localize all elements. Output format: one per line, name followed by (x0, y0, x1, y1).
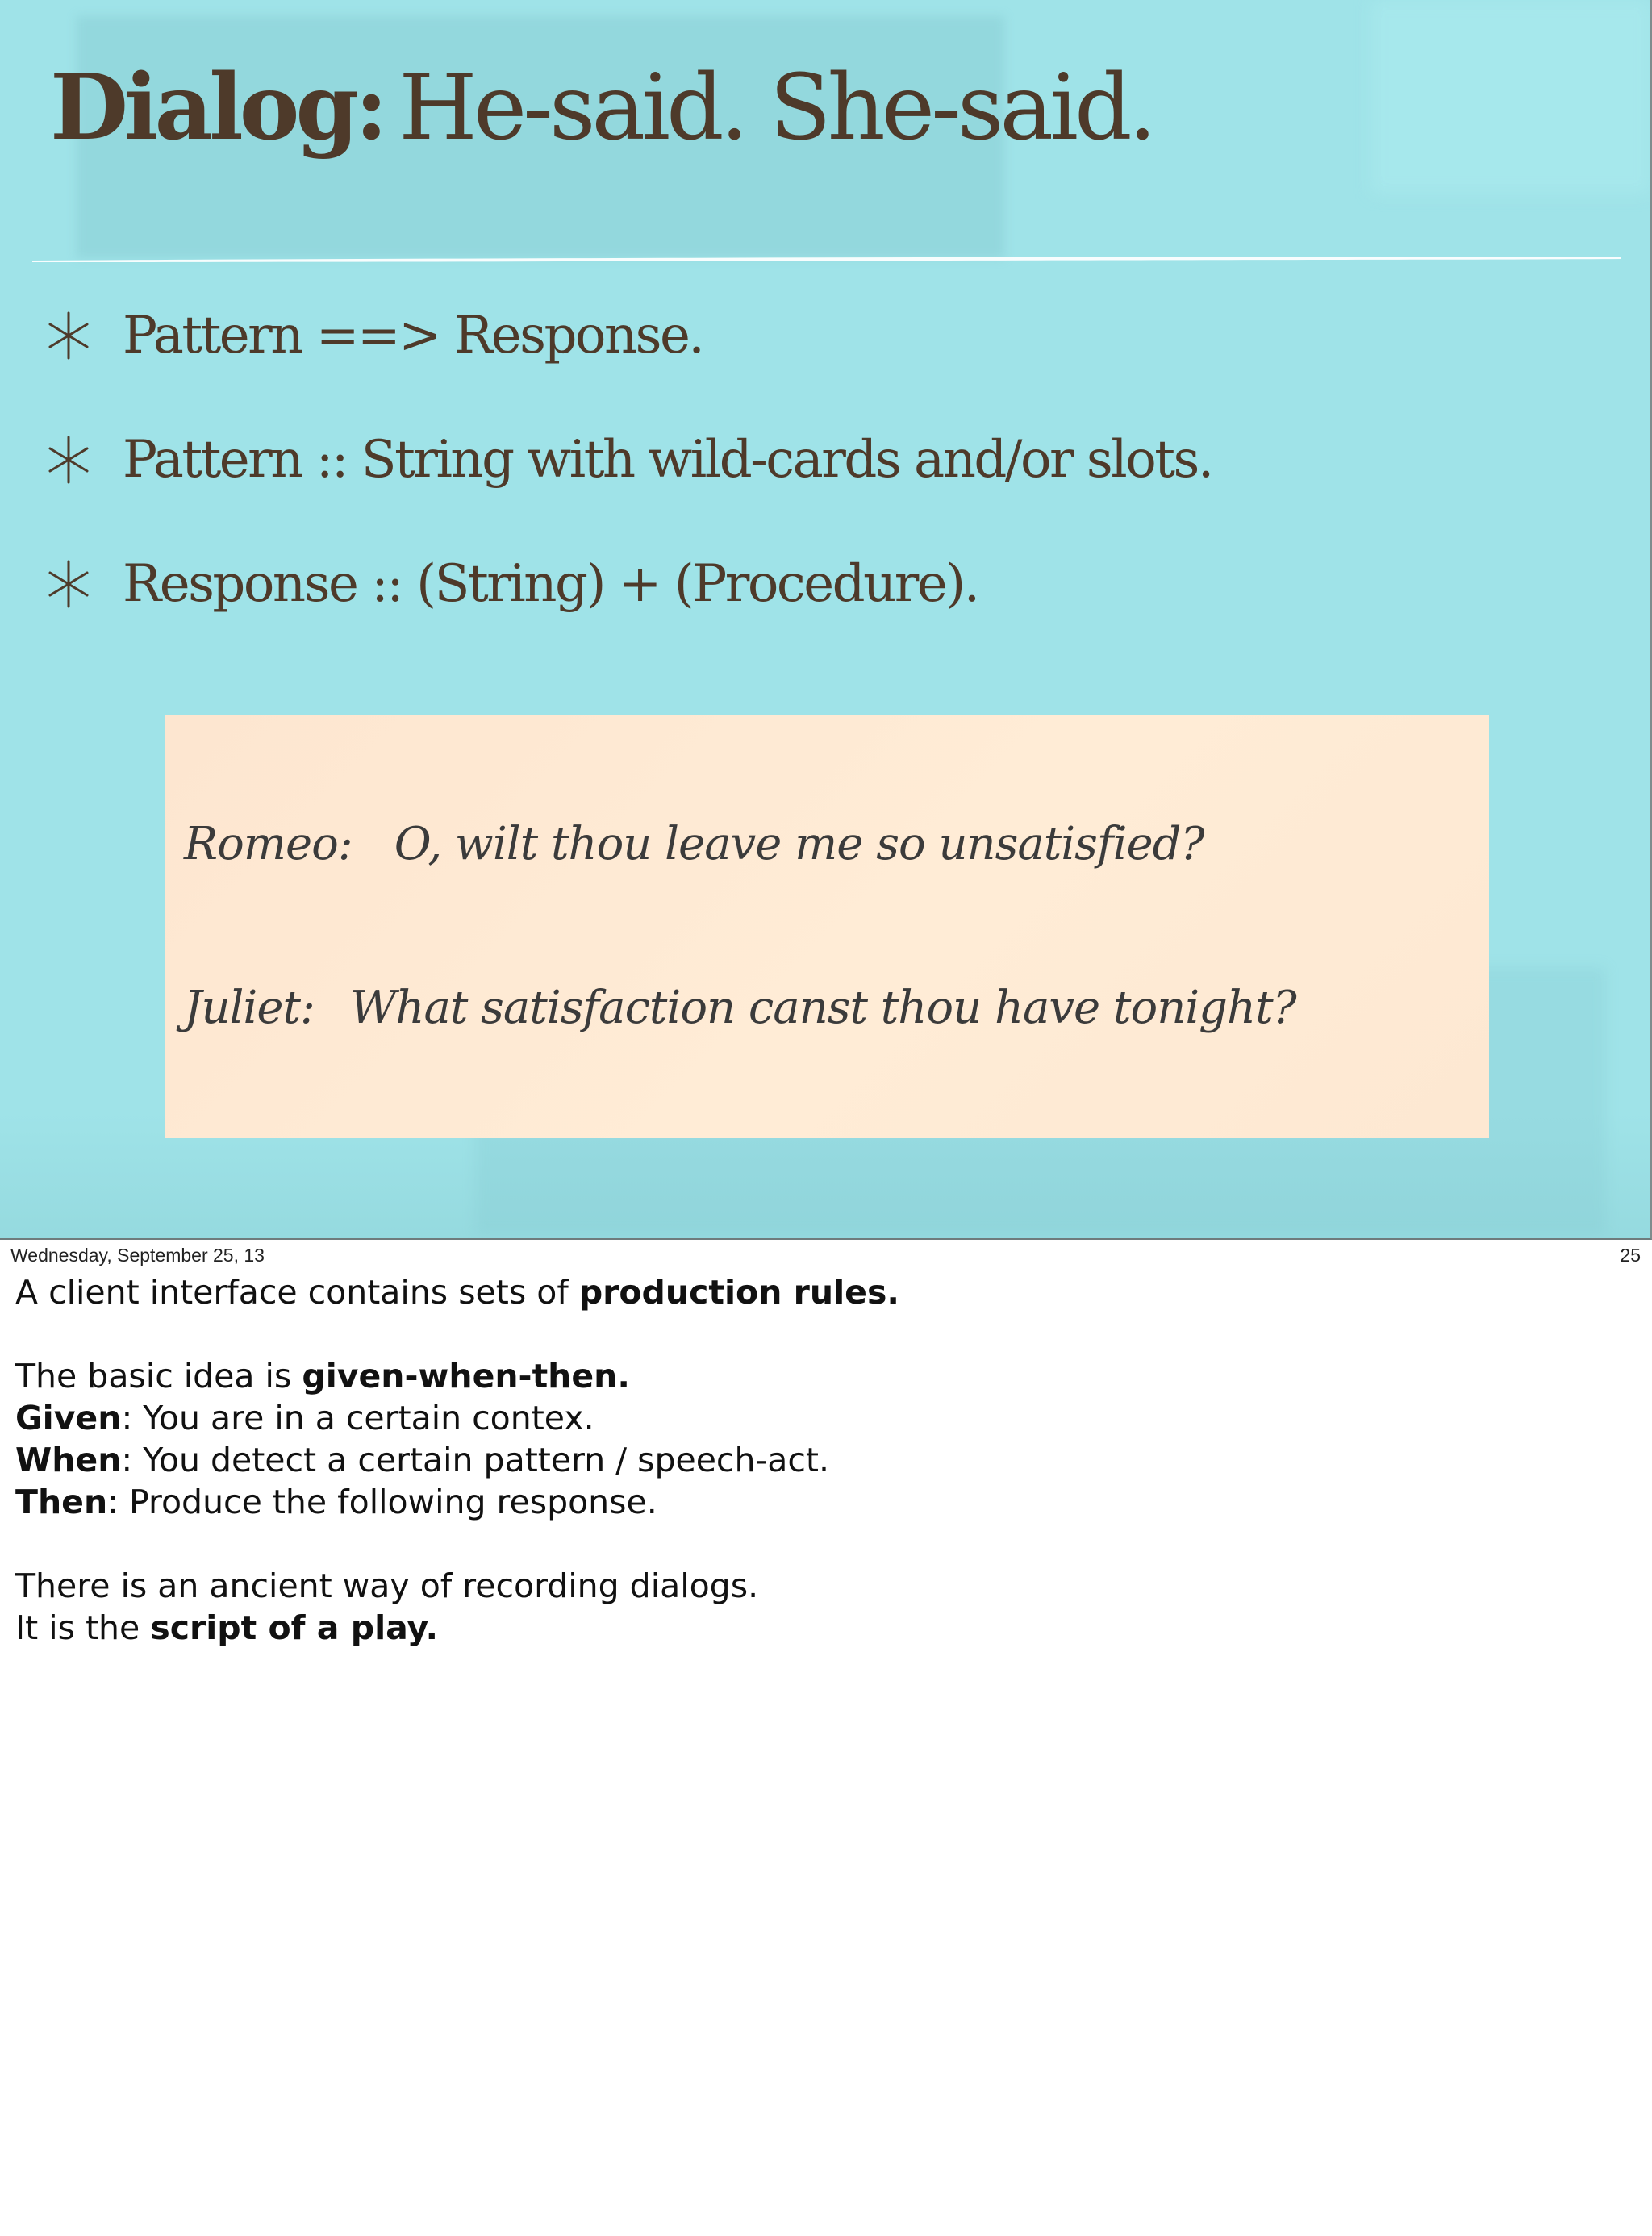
notes-text: A client interface contains sets of (15, 1273, 579, 1312)
speaker-label: Juliet: (184, 982, 315, 1034)
notes-line (15, 1607, 1629, 1649)
notes-bold-text: given-when-then. (302, 1357, 630, 1395)
asterisk-bullet-icon (44, 436, 93, 484)
bullet-text: Pattern ==> Response. (123, 306, 703, 365)
notes-line (15, 1271, 1629, 1313)
notes-text: : You detect a certain pattern / speech-act. (121, 1441, 830, 1479)
slide-title (50, 55, 1153, 161)
title-divider (32, 257, 1621, 262)
dialog-line-romeo (184, 816, 1204, 873)
speaker-notes (15, 1271, 1629, 1649)
notes-bold-text: script of a play. (150, 1608, 439, 1647)
notes-bold-text: When (15, 1441, 122, 1479)
slide-date: Wednesday, September 25, 13 (10, 1245, 265, 1266)
slide-title-rest: He-said. She-said. (398, 56, 1153, 161)
notes-text: : Produce the following response. (107, 1483, 657, 1521)
notes-line (15, 1565, 1629, 1607)
dialog-utterance: What satisfaction canst thou have tonight? (349, 982, 1296, 1034)
notes-bold-text: Then (15, 1483, 108, 1521)
notes-line (15, 1397, 1629, 1439)
bullet-text: Response :: (String) + (Procedure). (123, 554, 978, 614)
notes-line (15, 1481, 1629, 1523)
slide-page-number: 25 (1620, 1245, 1641, 1266)
notes-text: It is the (15, 1608, 151, 1647)
notes-spacer (15, 1313, 1629, 1355)
dialog-line-juliet (184, 980, 1296, 1037)
speaker-label: Romeo: (184, 818, 353, 870)
dialog-quote-box (165, 715, 1489, 1138)
background-texture (1371, 0, 1650, 194)
bullet-text: Pattern :: String with wild-cards and/or slots. (123, 430, 1212, 490)
notes-bold-text: production rules. (578, 1273, 899, 1312)
notes-bold-text: Given (15, 1399, 122, 1437)
notes-text: The basic idea is (15, 1357, 302, 1395)
notes-spacer (15, 1523, 1629, 1565)
notes-text: : You are in a certain contex. (121, 1399, 594, 1437)
notes-text: There is an ancient way of recording dialogs. (15, 1566, 759, 1605)
asterisk-bullet-icon (44, 560, 93, 608)
notes-line (15, 1355, 1629, 1397)
asterisk-bullet-icon (44, 311, 93, 360)
slide-title-bold: Dialog: (50, 55, 385, 161)
notes-line (15, 1439, 1629, 1481)
dialog-utterance: O, wilt thou leave me so unsatisfied? (394, 818, 1204, 870)
